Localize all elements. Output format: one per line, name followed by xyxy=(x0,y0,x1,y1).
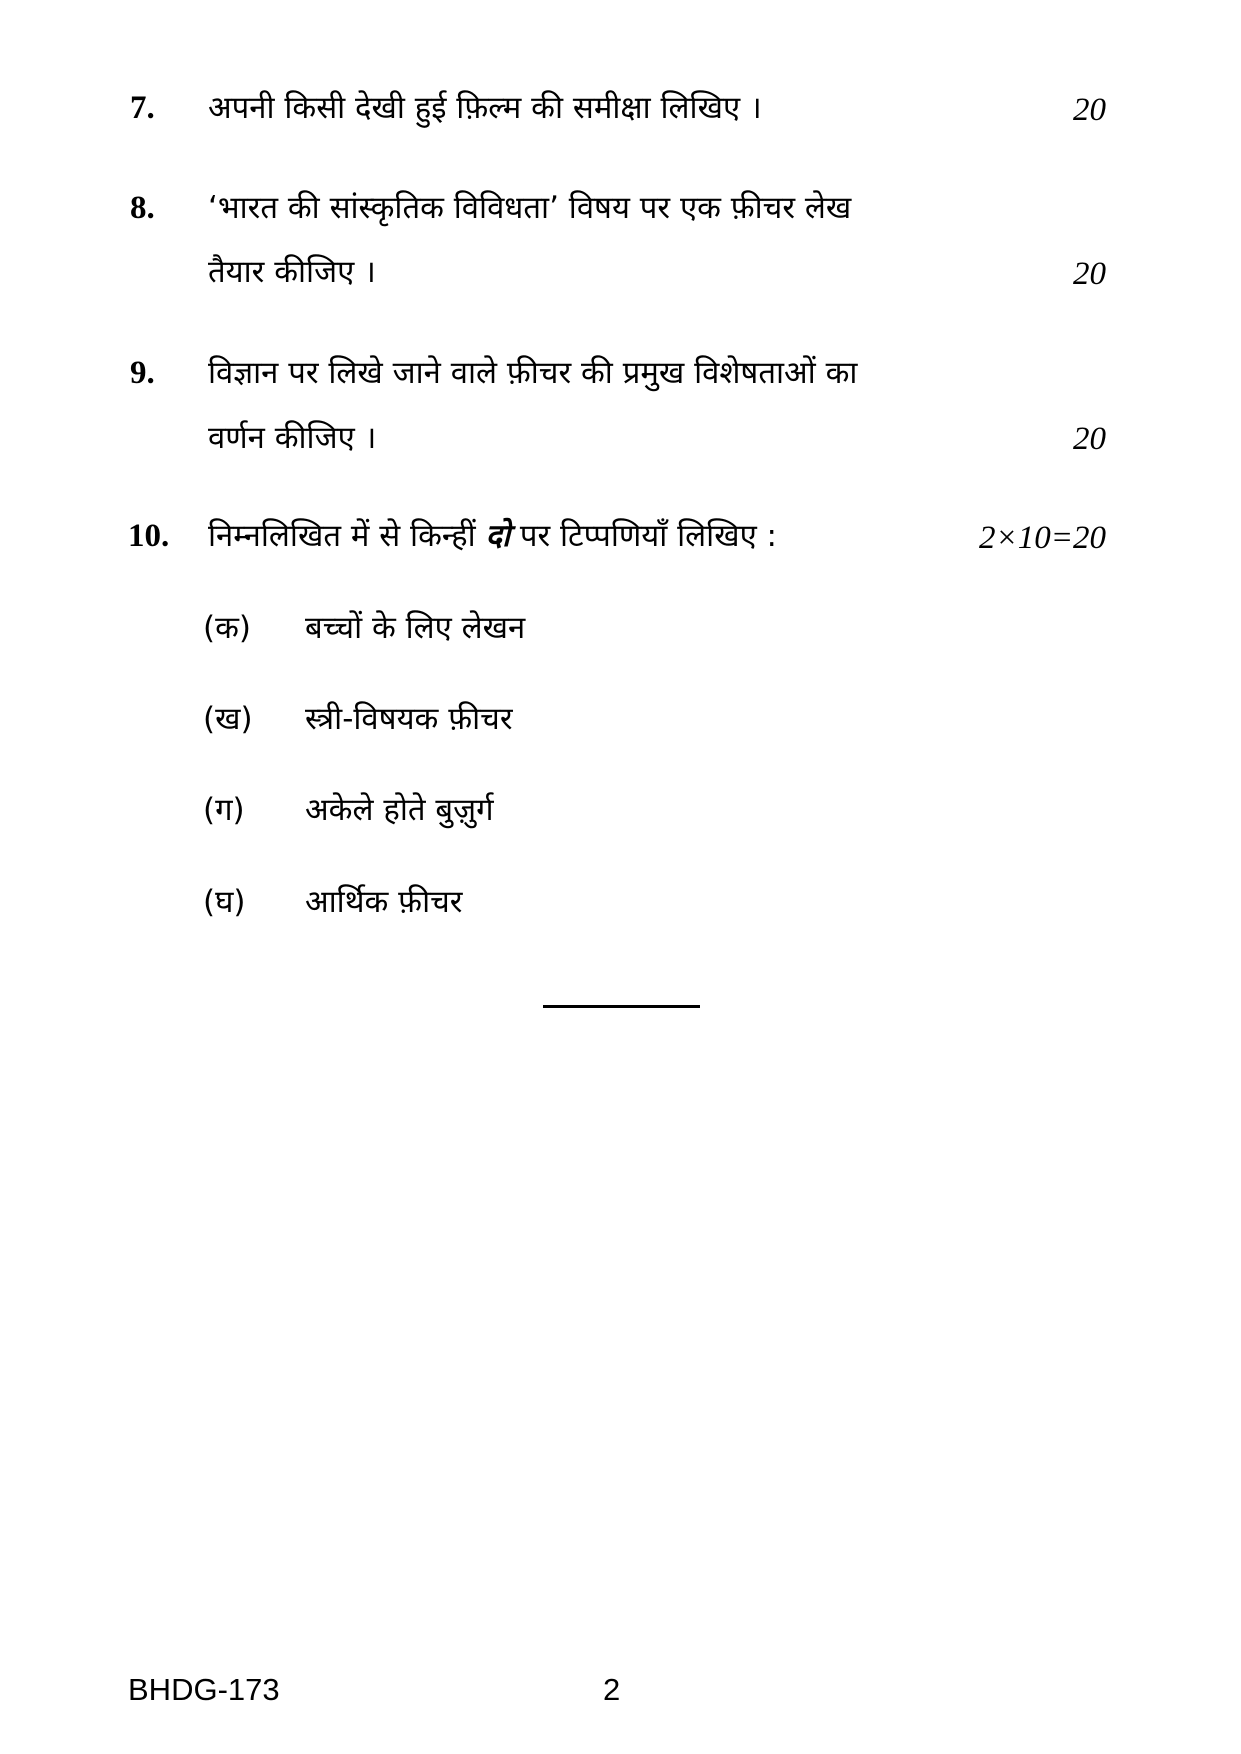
question-text-line-1: ‘भारत की सांस्कृतिक विविधता’ विषय पर एक फ़ीचर लेख xyxy=(208,190,852,226)
course-code: BHDG-173 xyxy=(128,1672,280,1707)
sub-item-text: स्त्री-विषयक फ़ीचर xyxy=(305,701,513,737)
question-marks: 20 xyxy=(1073,421,1106,457)
question-text-line-2: तैयार कीजिए । xyxy=(208,254,376,290)
question-number: 9. xyxy=(130,355,155,391)
end-divider xyxy=(543,1005,700,1008)
question-text-before: निम्नलिखित में से किन्हीं xyxy=(208,518,476,554)
question-number: 10. xyxy=(128,518,170,554)
page-number: 2 xyxy=(603,1672,621,1707)
question-marks: 20 xyxy=(1073,256,1106,292)
question-text-after: पर टिप्पणियाँ लिखिए : xyxy=(519,518,778,554)
question-marks: 2×10=20 xyxy=(978,520,1106,556)
question-text-line-2: वर्णन कीजिए । xyxy=(208,420,377,456)
sub-item-text: बच्चों के लिए लेखन xyxy=(305,610,526,646)
sub-item-label: (ग) xyxy=(203,792,245,828)
question-marks: 20 xyxy=(1073,92,1106,128)
sub-item-text: अकेले होते बुज़ुर्ग xyxy=(305,792,494,828)
question-text-line-1: विज्ञान पर लिखे जाने वाले फ़ीचर की प्रमुख विशेषताओं का xyxy=(208,355,858,391)
sub-item-label: (ख) xyxy=(203,701,253,737)
sub-item-label: (क) xyxy=(203,610,251,646)
question-number: 7. xyxy=(130,90,155,126)
question-text: अपनी किसी देखी हुई फ़िल्म की समीक्षा लिखिए । xyxy=(208,90,762,126)
sub-item-text: आर्थिक फ़ीचर xyxy=(305,884,463,920)
question-number: 8. xyxy=(130,190,155,226)
sub-item-label: (घ) xyxy=(203,884,246,920)
question-emphasis: दो xyxy=(485,518,511,554)
question-text xyxy=(208,516,777,556)
